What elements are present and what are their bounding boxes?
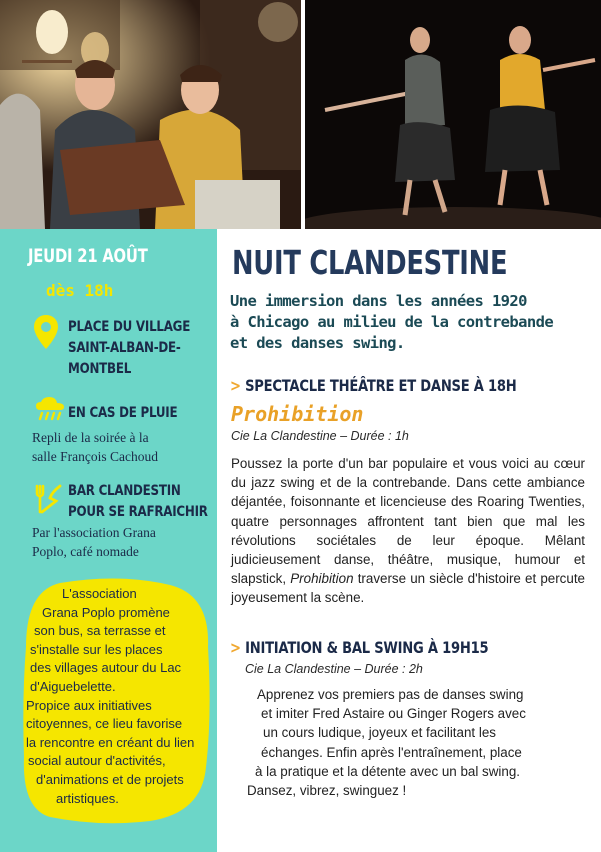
rain-heading: EN CAS DE PLUIE bbox=[68, 405, 178, 421]
event-info-sidebar bbox=[0, 229, 217, 852]
bar-line: Par l'association Grana bbox=[32, 525, 156, 540]
bal-line: à la pratique et la détente avec un bal swing. bbox=[255, 763, 521, 779]
association-line: s'installe sur les places bbox=[30, 641, 163, 657]
association-line: Propice aux initiatives bbox=[26, 697, 152, 713]
location-line: PLACE DU VILLAGE bbox=[68, 319, 191, 335]
theatre-scene-photo bbox=[0, 0, 301, 229]
rain-line: Repli de la soirée à la bbox=[32, 430, 149, 445]
show-description-text: Poussez la porte d'un bar populaire et vous voici au cœur du jazz swing et de la contrebande. Dans cette ambiance déjantée, foisonnante et licencieuse des Roaring Twenties, quatre personnages affrontent tant bien que mal les révolutions sociétales de leur époque. Mêlant judicieusement danse, théâtre, musique, humour et slapstick, bbox=[231, 456, 585, 587]
rain-line: salle François Cachoud bbox=[32, 449, 158, 464]
event-main-content bbox=[217, 229, 601, 852]
association-line: citoyennes, ce lieu favorise bbox=[26, 716, 183, 732]
map-pin-icon bbox=[34, 315, 58, 354]
utensils-icon bbox=[34, 484, 62, 519]
association-line: la rencontre en créant du lien bbox=[26, 734, 195, 750]
show-title: Prohibition bbox=[231, 402, 364, 426]
show-heading bbox=[230, 376, 517, 395]
bal-credit: Cie La Clandestine – Durée : 2h bbox=[245, 662, 423, 676]
page-title: NUIT CLANDESTINE bbox=[232, 243, 508, 282]
bal-line: un cours ludique, joyeux et facilitant les bbox=[263, 725, 496, 741]
bal-line: Dansez, vibrez, swinguez ! bbox=[247, 783, 407, 799]
association-line: social autour d'activités, bbox=[28, 753, 166, 769]
location-line: MONTBEL bbox=[68, 361, 132, 377]
bal-line: et imiter Fred Astaire ou Ginger Rogers avec bbox=[261, 706, 526, 722]
intro-text bbox=[230, 291, 590, 354]
association-line: artistiques. bbox=[56, 790, 119, 806]
bal-line: Apprenez vos premiers pas de danses swing bbox=[257, 687, 524, 702]
intro-line: Une immersion dans les années 1920 bbox=[230, 292, 527, 310]
bar-heading-line: POUR SE RAFRAICHIR bbox=[68, 504, 208, 520]
show-description bbox=[231, 454, 585, 608]
dance-scene-photo bbox=[305, 0, 601, 229]
arrow-icon: > bbox=[230, 638, 241, 657]
bar-heading bbox=[68, 481, 238, 523]
association-line: son bus, sa terrasse et bbox=[34, 623, 166, 639]
show-description-text: traverse un siècle d'histoire et percute joyeusement la scène. bbox=[231, 571, 585, 606]
association-line: L'association bbox=[62, 586, 137, 601]
intro-line: et des danses swing. bbox=[230, 334, 405, 352]
location-line: SAINT-ALBAN-DE- bbox=[68, 340, 181, 356]
show-credit: Cie La Clandestine – Durée : 1h bbox=[231, 429, 409, 443]
bar-heading-line: BAR CLANDESTIN bbox=[68, 483, 181, 499]
show-heading-text: SPECTACLE THÉÂTRE ET DANSE À 18H bbox=[245, 376, 517, 395]
bal-heading-text: INITIATION & BAL SWING À 19H15 bbox=[245, 638, 489, 657]
rain-details bbox=[32, 428, 158, 466]
bal-heading bbox=[230, 638, 488, 657]
event-date: JEUDI 21 AOÛT bbox=[28, 245, 148, 267]
association-text bbox=[26, 585, 216, 808]
bar-details bbox=[32, 523, 156, 561]
intro-line: à Chicago au milieu de la contrebande bbox=[230, 313, 554, 331]
event-time: dès 18h bbox=[46, 281, 114, 300]
show-description-title: Prohibition bbox=[290, 571, 354, 587]
bal-description bbox=[247, 685, 526, 800]
event-location bbox=[68, 317, 217, 380]
association-line: des villages autour du Lac bbox=[30, 660, 182, 676]
bar-line: Poplo, café nomade bbox=[32, 544, 139, 559]
association-line: d'Aiguebelette. bbox=[30, 678, 116, 694]
arrow-icon: > bbox=[230, 376, 241, 395]
association-line: Grana Poplo promène bbox=[42, 604, 170, 620]
association-line: d'animations et de projets bbox=[36, 771, 184, 787]
rain-cloud-icon bbox=[34, 396, 66, 427]
bal-line: échanges. Enfin après l'entraînement, place bbox=[261, 744, 522, 760]
